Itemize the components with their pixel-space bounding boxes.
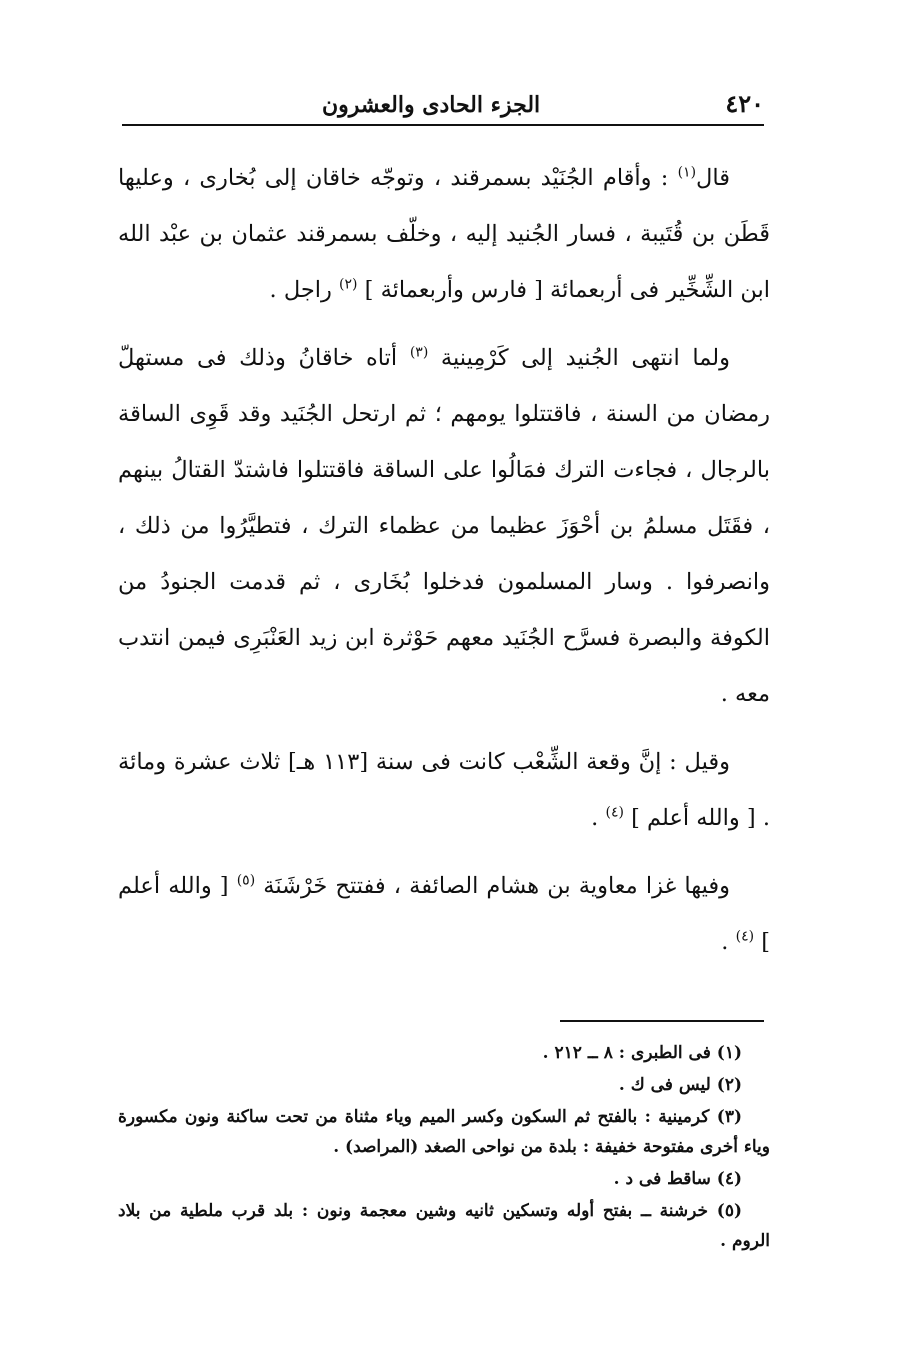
text-segment: .: [591, 805, 606, 831]
text-segment: وفيها غزا معاوية بن هشام الصائفة ، ففتتح خَرْشَنَة: [255, 873, 731, 899]
footnote: (١) فى الطبرى : ٨ ــ ٢١٢ .: [542, 1043, 742, 1063]
paragraph: [118, 734, 770, 846]
footnote: (٤) ساقط فى د .: [613, 1169, 742, 1189]
footnote-ref: (٤): [605, 804, 624, 821]
footnote-ref: (١): [677, 164, 697, 181]
text-segment: راجل .: [269, 277, 340, 303]
page-number: ٤٢٠: [725, 89, 764, 118]
footnote-ref: (٤): [735, 928, 755, 945]
footnote-ref: (٢): [339, 276, 358, 293]
paragraph: [118, 150, 770, 318]
footnotes: [118, 1038, 770, 1258]
running-title: الجزء الحادى والعشرون: [322, 92, 541, 118]
text-segment: أتاه خاقانُ وذلك فى مستهلّ رمضان من السنة ، فاقتتلوا يومهم ؛ ثم ارتحل الجُنَيد وقد قَوِى الساقة بالرجال ، فجاءت الترك فمَالُوا على الساقة فاقتتلوا فاشتدّ القتالُ بينهم ، فقَتَل مسلمُ بن أحْوَزَ عظيما من عظماء الترك ، فتطيَّرُوا من ذلك ، وانصرفوا . وسار المسلمون فدخلوا بُخَارى ، ثم قدمت الجنودُ من الكوفة والبصرة فسرَّح الجُنَيد معهم حَوْثرة ابن زيد العَنْبَرِى فيمن انتدب معه .: [118, 345, 770, 707]
text-segment: : وأقام الجُنَيْد بسمرقند ، وتوجّه خاقان إلى بُخارى ، وعليها قَطَن بن قُتَيبة ، فسار الجُنيد إليه ، وخلّف بسمرقند عثمان بن عبْد الله ابن الشِّخِّير فى أربعمائة [ فارس وأربعمائة ]: [118, 165, 770, 303]
footnote: (٣) كرمينية : بالفتح ثم السكون وكسر الميم وياء مثناة من تحت ساكنة ونون مكسورة وياء أخرى مفتوحة خفيفة : بلدة من نواحى الصغد (المراصد) .: [118, 1107, 770, 1157]
text-segment: .: [721, 929, 736, 955]
footnote-divider: [560, 1020, 764, 1022]
footnote-ref: (٥): [236, 872, 256, 889]
text-segment: [ والله أعلم ]: [118, 873, 770, 955]
text-segment: وقيل : إنَّ وقعة الشِّعْب كانت فى سنة [١١٣ هـ] ثلاث عشرة ومائة . [ والله أعلم ]: [118, 749, 770, 831]
page-header: [122, 78, 764, 126]
text-segment: قال: [696, 165, 730, 191]
main-text: [118, 150, 770, 982]
footnote: (٥) خرشنة ــ بفتح أوله وتسكين ثانيه وشين معجمة ونون : بلد قرب ملطية من بلاد الروم .: [118, 1201, 770, 1251]
paragraph: [118, 858, 770, 970]
paragraph: [118, 330, 770, 722]
footnote: (٢) ليس فى ك .: [618, 1075, 742, 1095]
footnote-ref: (٣): [409, 344, 429, 361]
text-segment: ولما انتهى الجُنيد إلى كَرْمِينية: [428, 345, 730, 371]
